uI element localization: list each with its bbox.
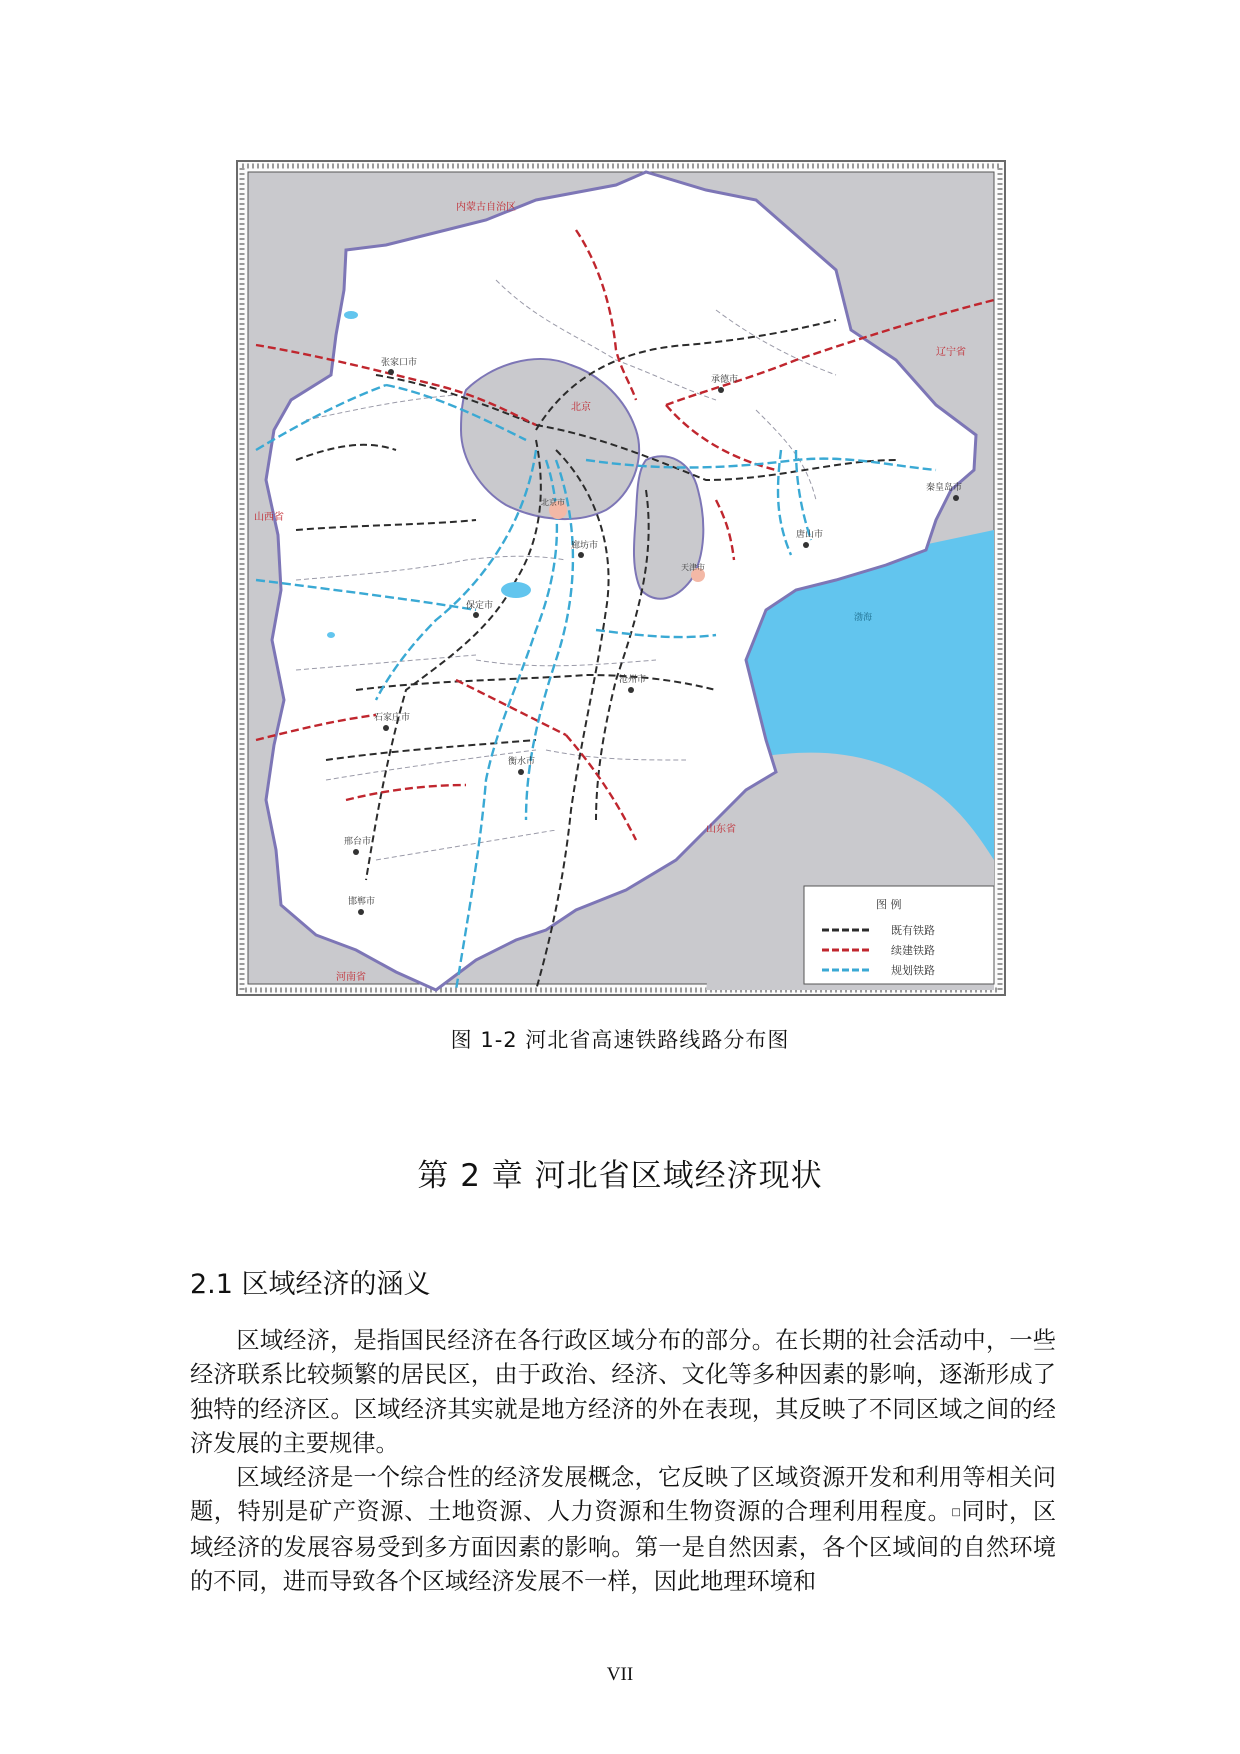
label-chengde: 承德市 (711, 375, 739, 385)
paragraph-2-text: 区域经济是一个综合性的经济发展概念，它反映了区域资源开发和利用等相关问题，特别是矿产资源、土地资源、人力资源和生物资源的合理利用程度。 (190, 1464, 1056, 1526)
city-dot-baoding (473, 612, 479, 618)
city-dot-xingtai (353, 849, 359, 855)
legend-title: 图 例 (876, 898, 902, 911)
label-hengshui: 衡水市 (508, 757, 536, 767)
label-cangzhou: 沧州市 (619, 675, 647, 685)
city-dot-tangshan (803, 542, 809, 548)
legend-existing-label: 既有铁路 (891, 924, 935, 937)
lake (344, 311, 358, 319)
city-dot-cangzhou (628, 687, 634, 693)
city-dot-langfang (578, 552, 584, 558)
city-dot-shijiazhuang (383, 725, 389, 731)
city-dot-qinhuangdao (953, 495, 959, 501)
label-xingtai: 邢台市 (344, 837, 372, 847)
chapter-title: 第 2 章 河北省区域经济现状 (417, 1158, 823, 1194)
label-tangshan: 唐山市 (796, 530, 824, 540)
label-tianjin: 天津市 (681, 563, 705, 572)
page-number: VII (606, 1664, 634, 1685)
label-beijing-region: 北京 (571, 402, 591, 413)
label-qinhuangdao: 秦皇岛市 (926, 483, 963, 493)
city-dot-zhangjiakou (388, 369, 394, 375)
paragraph-mark: □ (951, 1507, 962, 1519)
lake (501, 582, 531, 598)
label-shijiazhuang: 石家庄市 (374, 713, 411, 723)
map-legend (804, 886, 994, 984)
label-zhangjiakou: 张家口市 (381, 358, 418, 368)
label-liaoning: 辽宁省 (936, 347, 966, 358)
label-henan: 河南省 (336, 972, 366, 983)
figure-caption: 图 1-2 河北省高速铁路线路分布图 (450, 1028, 790, 1052)
label-baoding: 保定市 (466, 601, 494, 611)
map-svg (236, 160, 1006, 996)
lake (327, 632, 335, 638)
hebei-railway-map (236, 160, 1006, 996)
paragraph-1: 区域经济，是指国民经济在各行政区域分布的部分。在长期的社会活动中，一些经济联系比较频繁的居民区，由于政治、经济、文化等多种因素的影响，逐渐形成了独特的经济区。区域经济其实就是地方经济的外在表现，其反映了不同区域之间的经济发展的主要规律。 (190, 1327, 1056, 1457)
label-beijing: 北京市 (541, 498, 565, 507)
label-inner-mongolia: 内蒙古自治区 (456, 202, 516, 213)
label-shandong: 山东省 (706, 824, 736, 835)
body-text (190, 1324, 1056, 1599)
legend-construction-label: 续建铁路 (891, 944, 935, 957)
paragraph-2 (190, 1461, 1056, 1599)
legend-planned-label: 规划铁路 (891, 964, 935, 977)
section-title: 2.1 区域经济的涵义 (190, 1269, 431, 1300)
label-shanxi: 山西省 (254, 512, 284, 523)
city-dot-hengshui (518, 769, 524, 775)
city-dot-handan (358, 909, 364, 915)
label-handan: 邯郸市 (348, 897, 376, 907)
paragraph-2-continued: 同时，区域经济的发展容易受到多方面因素的影响。第一是自然因素，各个区域间的自然环境的不同，进而导致各个区域经济发展不一样，因此地理环境和 (190, 1498, 1057, 1595)
label-langfang: 廊坊市 (571, 541, 599, 551)
city-dot-chengde (718, 387, 724, 393)
label-bohai: 渤海 (854, 613, 873, 623)
